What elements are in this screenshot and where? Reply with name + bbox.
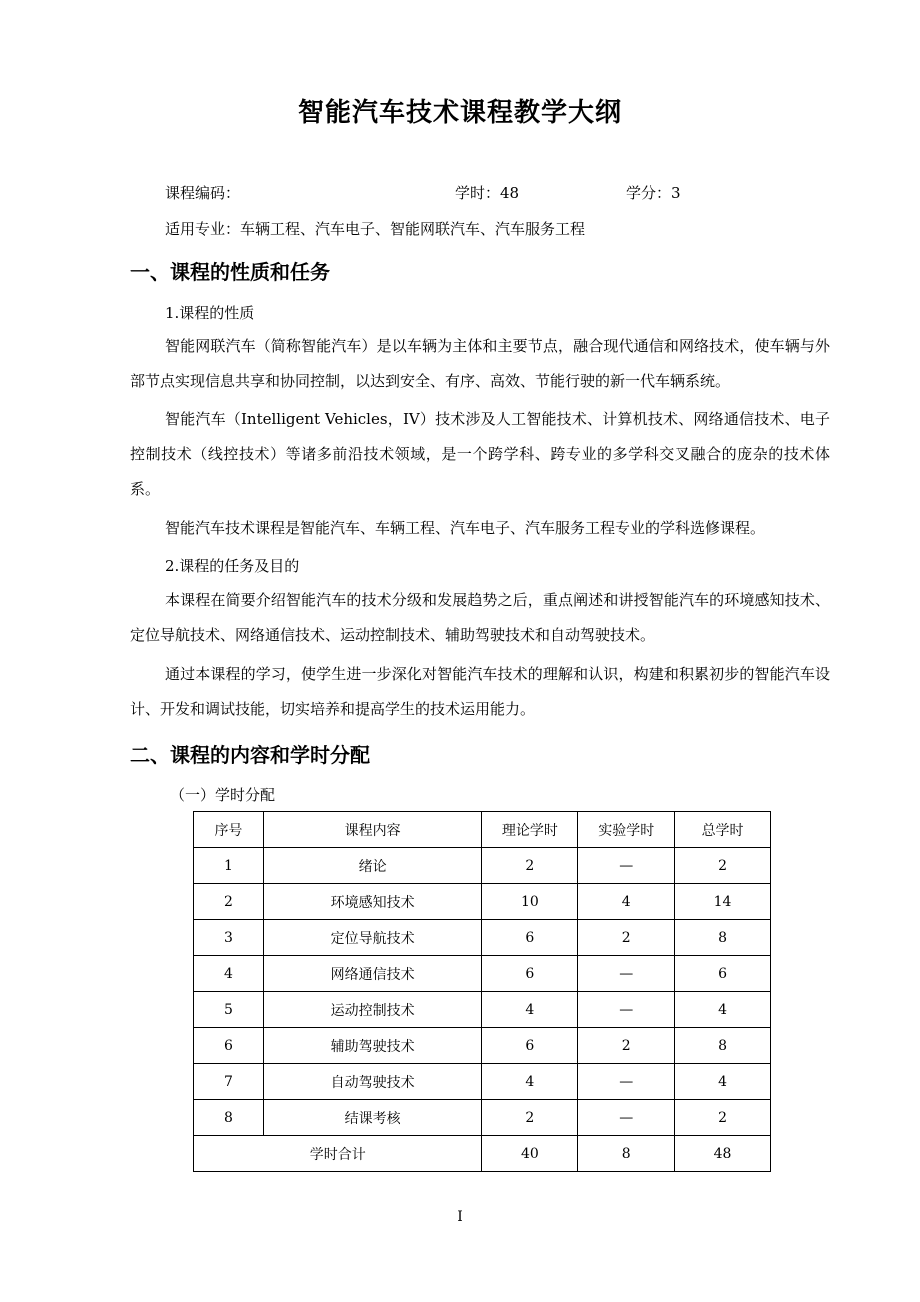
row-theory-cell: 4 — [482, 992, 578, 1028]
section-heading-nature: 一、课程的性质和任务 — [130, 260, 330, 284]
row-theory-cell: 4 — [482, 1064, 578, 1100]
paragraph-course-content: 本课程在简要介绍智能汽车的技术分级和发展趋势之后，重点阐述和讲授智能汽车的环境感知技术、定位导航技术、网络通信技术、运动控制技术、辅助驾驶技术和自动驾驶技术。 — [130, 591, 830, 644]
row-theory-cell: 2 — [482, 1100, 578, 1136]
row-lab-cell: — — [578, 848, 675, 884]
header-cell-lab-hours: 实验学时 — [578, 812, 675, 848]
table-row — [194, 1064, 771, 1100]
table-row — [194, 1100, 771, 1136]
document-title: 智能汽车技术课程教学大纲 — [297, 98, 622, 128]
row-total-cell: 2 — [675, 848, 771, 884]
row-index-cell: 6 — [194, 1028, 264, 1064]
course-credits-label: 学分：3 — [626, 184, 681, 202]
subheading-hours-allocation: （一）学时分配 — [170, 786, 276, 804]
row-content-cell: 绪论 — [263, 848, 482, 884]
course-hours-label: 学时：48 — [455, 184, 520, 202]
row-content-cell: 辅助驾驶技术 — [263, 1028, 482, 1064]
table-row — [194, 848, 771, 884]
row-index-cell: 5 — [194, 992, 264, 1028]
row-index-cell: 8 — [194, 1100, 264, 1136]
section-heading-content: 二、课程的内容和学时分配 — [130, 743, 370, 767]
row-total-cell: 6 — [675, 956, 771, 992]
row-total-cell: 8 — [675, 920, 771, 956]
row-theory-cell: 2 — [482, 848, 578, 884]
course-code-label: 课程编码： — [165, 184, 241, 202]
row-index-cell: 1 — [194, 848, 264, 884]
row-content-cell: 自动驾驶技术 — [263, 1064, 482, 1100]
row-index-cell: 2 — [194, 884, 264, 920]
total-hours-cell: 48 — [675, 1136, 771, 1172]
paragraph-course-type: 智能汽车技术课程是智能汽车、车辆工程、汽车电子、汽车服务工程专业的学科选修课程。 — [165, 519, 766, 537]
total-label-cell: 学时合计 — [194, 1136, 482, 1172]
total-theory-cell: 40 — [482, 1136, 578, 1172]
row-index-cell: 7 — [194, 1064, 264, 1100]
row-lab-cell: 2 — [578, 1028, 675, 1064]
header-cell-theory-hours: 理论学时 — [482, 812, 578, 848]
row-theory-cell: 6 — [482, 956, 578, 992]
page-number: I — [457, 1209, 463, 1225]
header-cell-total-hours: 总学时 — [675, 812, 771, 848]
total-lab-cell: 8 — [578, 1136, 675, 1172]
table-row — [194, 884, 771, 920]
course-meta-line — [130, 182, 830, 202]
row-content-cell: 定位导航技术 — [263, 920, 482, 956]
applicable-majors: 适用专业：车辆工程、汽车电子、智能网联汽车、汽车服务工程 — [165, 220, 586, 238]
row-lab-cell: 4 — [578, 884, 675, 920]
header-cell-index: 序号 — [194, 812, 264, 848]
row-theory-cell: 6 — [482, 920, 578, 956]
table-row — [194, 992, 771, 1028]
row-content-cell: 网络通信技术 — [263, 956, 482, 992]
paragraph-course-goals: 通过本课程的学习，使学生进一步深化对智能汽车技术的理解和认识，构建和积累初步的智能汽车设计、开发和调试技能，切实培养和提高学生的技术运用能力。 — [130, 665, 830, 718]
hours-allocation-table — [193, 811, 771, 1172]
row-lab-cell: — — [578, 1100, 675, 1136]
table-total-row — [194, 1136, 771, 1172]
row-content-cell: 环境感知技术 — [263, 884, 482, 920]
table-row — [194, 920, 771, 956]
table-header-row — [194, 812, 771, 848]
row-lab-cell: — — [578, 956, 675, 992]
row-theory-cell: 10 — [482, 884, 578, 920]
paragraph-technologies: 智能汽车（Intelligent Vehicles，IV）技术涉及人工智能技术、计算机技术、网络通信技术、电子控制技术（线控技术）等诸多前沿技术领域，是一个跨学科、跨专业的多学科交叉融合的庞杂的技术体系。 — [130, 410, 830, 498]
paragraph-definition: 智能网联汽车（简称智能汽车）是以车辆为主体和主要节点，融合现代通信和网络技术，使车辆与外部节点实现信息共享和协同控制，以达到安全、有序、高效、节能行驶的新一代车辆系统。 — [130, 337, 830, 390]
row-total-cell: 4 — [675, 1064, 771, 1100]
row-index-cell: 4 — [194, 956, 264, 992]
row-lab-cell: 2 — [578, 920, 675, 956]
subheading-course-nature: 1.课程的性质 — [165, 304, 255, 322]
row-total-cell: 8 — [675, 1028, 771, 1064]
row-content-cell: 运动控制技术 — [263, 992, 482, 1028]
row-lab-cell: — — [578, 992, 675, 1028]
row-theory-cell: 6 — [482, 1028, 578, 1064]
table-row — [194, 1028, 771, 1064]
row-total-cell: 2 — [675, 1100, 771, 1136]
row-total-cell: 4 — [675, 992, 771, 1028]
row-content-cell: 结课考核 — [263, 1100, 482, 1136]
header-cell-content: 课程内容 — [263, 812, 482, 848]
row-lab-cell: — — [578, 1064, 675, 1100]
table-row — [194, 956, 771, 992]
row-total-cell: 14 — [675, 884, 771, 920]
row-index-cell: 3 — [194, 920, 264, 956]
subheading-course-tasks: 2.课程的任务及目的 — [165, 557, 300, 575]
